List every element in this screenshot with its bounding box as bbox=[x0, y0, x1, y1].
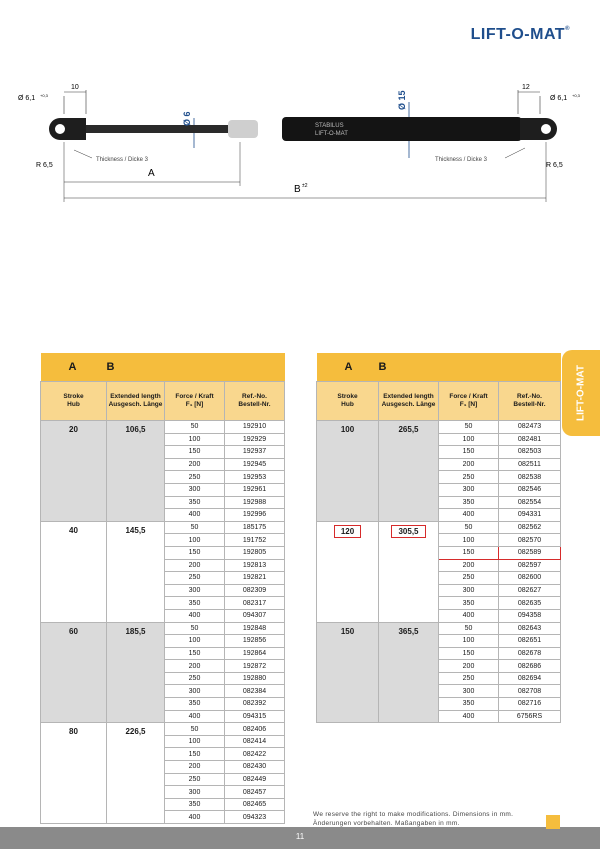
hole-right-label: Ø 6,1 bbox=[550, 95, 568, 102]
dim-right-label: 12 bbox=[522, 84, 530, 91]
force-cell: 250 bbox=[165, 773, 225, 786]
footer-accent-square bbox=[546, 815, 560, 829]
force-cell: 50 bbox=[439, 622, 499, 635]
force-cell: 400 bbox=[439, 509, 499, 522]
ref-no-cell: 082589 bbox=[499, 546, 561, 559]
rod-diameter-label: Ø 6 bbox=[182, 111, 192, 126]
hole-right-tol: +0,3 bbox=[572, 93, 580, 98]
rod-seal bbox=[228, 120, 258, 138]
extended-length-header: Extended length Ausgesch. Länge bbox=[107, 382, 165, 421]
disclaimer-de: Änderungen vorbehalten. Maßangaben in mm. bbox=[313, 820, 460, 827]
pressure-tube bbox=[282, 117, 522, 141]
force-cell: 100 bbox=[165, 735, 225, 748]
ref-no-header: Ref.-No. Bestell-Nr. bbox=[499, 382, 561, 421]
ref-no-cell: 192937 bbox=[225, 446, 285, 459]
thickness-right-label: Thickness / Dicke 3 bbox=[435, 157, 488, 163]
ref-no-cell: 082597 bbox=[499, 559, 561, 572]
dim-b-tol: ±2 bbox=[302, 183, 308, 189]
radius-left-label: R 6,5 bbox=[36, 162, 53, 169]
radius-right-label: R 6,5 bbox=[546, 162, 563, 169]
stroke-header: Stroke Hub bbox=[41, 382, 107, 421]
gas-spring-drawing bbox=[0, 70, 600, 220]
ref-no-cell: 082473 bbox=[499, 421, 561, 434]
col-a-header: A bbox=[317, 353, 379, 382]
table-head-cols bbox=[41, 382, 285, 421]
col-b-header: B bbox=[107, 353, 165, 382]
brand-logo bbox=[471, 26, 570, 44]
force-cell: 100 bbox=[165, 635, 225, 648]
leader-line bbox=[74, 150, 92, 158]
stroke-cell: 80 bbox=[41, 723, 107, 824]
force-cell: 250 bbox=[165, 672, 225, 685]
ref-no-cell: 082309 bbox=[225, 584, 285, 597]
hole-left-tol: +0,3 bbox=[40, 93, 48, 98]
hole-left-label: Ø 6,1 bbox=[18, 95, 36, 102]
col-a-header: A bbox=[41, 353, 107, 382]
right-hole bbox=[541, 124, 551, 134]
disclaimer bbox=[313, 810, 513, 828]
force-cell: 300 bbox=[439, 483, 499, 496]
force-cell: 300 bbox=[165, 483, 225, 496]
ref-no-cell: 082503 bbox=[499, 446, 561, 459]
length-cell: 305,5 bbox=[379, 521, 439, 622]
force-cell: 100 bbox=[439, 433, 499, 446]
ref-no-cell: 082554 bbox=[499, 496, 561, 509]
ref-no-header: Ref.-No. Bestell-Nr. bbox=[225, 382, 285, 421]
ref-no-cell: 192864 bbox=[225, 647, 285, 660]
side-tab-label: LIFT-O-MAT bbox=[575, 365, 587, 421]
force-cell: 250 bbox=[165, 471, 225, 484]
ref-no-cell: 082317 bbox=[225, 597, 285, 610]
ref-no-cell: 082481 bbox=[499, 433, 561, 446]
ref-no-cell: 082562 bbox=[499, 521, 561, 534]
force-cell: 400 bbox=[439, 609, 499, 622]
force-cell: 250 bbox=[439, 471, 499, 484]
force-cell: 400 bbox=[165, 710, 225, 723]
force-cell: 50 bbox=[165, 521, 225, 534]
disclaimer-en: We reserve the right to make modifications. Dimensions in mm. bbox=[313, 811, 514, 818]
force-cell: 300 bbox=[165, 584, 225, 597]
force-cell: 400 bbox=[165, 509, 225, 522]
force-cell: 50 bbox=[439, 521, 499, 534]
force-cell: 250 bbox=[439, 672, 499, 685]
force-cell: 150 bbox=[439, 647, 499, 660]
force-cell: 200 bbox=[165, 559, 225, 572]
length-cell: 145,5 bbox=[107, 521, 165, 622]
table-head-cols bbox=[317, 382, 561, 421]
force-cell: 250 bbox=[439, 572, 499, 585]
ref-no-cell: 082651 bbox=[499, 635, 561, 648]
length-cell: 185,5 bbox=[107, 622, 165, 723]
ref-no-cell: 192988 bbox=[225, 496, 285, 509]
table-row bbox=[41, 622, 285, 635]
ref-no-cell: 082465 bbox=[225, 798, 285, 811]
ref-no-cell: 082627 bbox=[499, 584, 561, 597]
ref-no-cell: 082570 bbox=[499, 534, 561, 547]
force-cell: 200 bbox=[165, 660, 225, 673]
force-cell: 350 bbox=[439, 597, 499, 610]
ref-no-cell: 082686 bbox=[499, 660, 561, 673]
table-row bbox=[41, 723, 285, 736]
force-cell: 150 bbox=[165, 546, 225, 559]
stroke-cell: 120 bbox=[317, 521, 379, 622]
ref-no-cell: 082406 bbox=[225, 723, 285, 736]
ref-no-cell: 185175 bbox=[225, 521, 285, 534]
force-cell: 100 bbox=[439, 534, 499, 547]
ref-no-cell: 082511 bbox=[499, 458, 561, 471]
force-header: Force / Kraft F₁ [N] bbox=[165, 382, 225, 421]
ref-no-cell: 192821 bbox=[225, 572, 285, 585]
length-cell: 365,5 bbox=[379, 622, 439, 723]
ref-no-cell: 192910 bbox=[225, 421, 285, 434]
ref-no-cell: 094358 bbox=[499, 609, 561, 622]
force-cell: 350 bbox=[165, 798, 225, 811]
force-cell: 400 bbox=[439, 710, 499, 723]
ref-no-cell: 094331 bbox=[499, 509, 561, 522]
force-cell: 50 bbox=[165, 723, 225, 736]
table-row bbox=[41, 421, 285, 434]
stroke-cell: 150 bbox=[317, 622, 379, 723]
force-cell: 150 bbox=[439, 446, 499, 459]
ref-no-cell: 192813 bbox=[225, 559, 285, 572]
force-cell: 300 bbox=[439, 584, 499, 597]
ref-no-cell: 082392 bbox=[225, 698, 285, 711]
force-cell: 350 bbox=[165, 597, 225, 610]
brand-text: LIFT-O-MAT bbox=[470, 26, 566, 43]
length-cell: 265,5 bbox=[379, 421, 439, 522]
force-cell: 150 bbox=[439, 546, 499, 559]
force-cell: 150 bbox=[165, 446, 225, 459]
ref-no-cell: 192996 bbox=[225, 509, 285, 522]
force-cell: 300 bbox=[165, 786, 225, 799]
ref-no-cell: 082716 bbox=[499, 698, 561, 711]
left-hole bbox=[55, 124, 65, 134]
stroke-cell: 100 bbox=[317, 421, 379, 522]
ref-no-cell: 192872 bbox=[225, 660, 285, 673]
ref-no-cell: 094307 bbox=[225, 609, 285, 622]
left-eyelet bbox=[49, 118, 86, 140]
force-cell: 300 bbox=[165, 685, 225, 698]
ref-no-cell: 192961 bbox=[225, 483, 285, 496]
dim-left-label: 10 bbox=[71, 84, 79, 91]
stroke-cell: 40 bbox=[41, 521, 107, 622]
force-cell: 200 bbox=[165, 761, 225, 774]
right-eyelet bbox=[520, 118, 557, 140]
ref-no-cell: 192848 bbox=[225, 622, 285, 635]
force-cell: 300 bbox=[439, 685, 499, 698]
dim-b-label: B bbox=[294, 184, 301, 195]
ref-no-cell: 6756RS bbox=[499, 710, 561, 723]
ref-no-cell: 192929 bbox=[225, 433, 285, 446]
force-cell: 250 bbox=[165, 572, 225, 585]
ref-no-cell: 094323 bbox=[225, 811, 285, 824]
piston-rod bbox=[86, 125, 241, 133]
force-cell: 50 bbox=[165, 421, 225, 434]
force-cell: 350 bbox=[439, 496, 499, 509]
table-row bbox=[317, 421, 561, 434]
table-row bbox=[317, 622, 561, 635]
force-cell: 400 bbox=[165, 609, 225, 622]
tube-label-1: STABILUS bbox=[315, 123, 344, 129]
tube-diameter-label: Ø 15 bbox=[397, 90, 407, 110]
ref-no-cell: 082384 bbox=[225, 685, 285, 698]
ref-no-cell: 082449 bbox=[225, 773, 285, 786]
ref-no-cell: 082414 bbox=[225, 735, 285, 748]
table-row bbox=[317, 521, 561, 534]
force-cell: 150 bbox=[165, 647, 225, 660]
ref-no-cell: 094315 bbox=[225, 710, 285, 723]
ref-no-cell: 082600 bbox=[499, 572, 561, 585]
brand-mark: ® bbox=[565, 26, 570, 32]
force-cell: 100 bbox=[165, 433, 225, 446]
force-cell: 200 bbox=[439, 660, 499, 673]
ref-no-cell: 191752 bbox=[225, 534, 285, 547]
thickness-left-label: Thickness / Dicke 3 bbox=[96, 157, 149, 163]
stroke-cell: 60 bbox=[41, 622, 107, 723]
ref-no-cell: 192856 bbox=[225, 635, 285, 648]
footer-bar bbox=[0, 827, 600, 849]
force-cell: 100 bbox=[165, 534, 225, 547]
left-spec-table bbox=[40, 353, 285, 824]
ref-no-cell: 082694 bbox=[499, 672, 561, 685]
length-cell: 106,5 bbox=[107, 421, 165, 522]
right-spec-table bbox=[316, 353, 561, 723]
page-number: 11 bbox=[295, 832, 305, 841]
ref-no-cell: 082546 bbox=[499, 483, 561, 496]
force-cell: 350 bbox=[165, 698, 225, 711]
ref-no-cell: 082430 bbox=[225, 761, 285, 774]
ref-no-cell: 082538 bbox=[499, 471, 561, 484]
ref-no-cell: 082678 bbox=[499, 647, 561, 660]
force-cell: 150 bbox=[165, 748, 225, 761]
stroke-header: Stroke Hub bbox=[317, 382, 379, 421]
stroke-cell: 20 bbox=[41, 421, 107, 522]
force-cell: 100 bbox=[439, 635, 499, 648]
force-cell: 50 bbox=[165, 622, 225, 635]
ref-no-cell: 192945 bbox=[225, 458, 285, 471]
force-cell: 200 bbox=[439, 559, 499, 572]
table-row bbox=[41, 521, 285, 534]
force-cell: 50 bbox=[439, 421, 499, 434]
tube-label-2: LIFT-O-MAT bbox=[315, 131, 348, 137]
length-cell: 226,5 bbox=[107, 723, 165, 824]
ref-no-cell: 082635 bbox=[499, 597, 561, 610]
ref-no-cell: 082643 bbox=[499, 622, 561, 635]
force-cell: 350 bbox=[439, 698, 499, 711]
col-b-header: B bbox=[379, 353, 439, 382]
table-head-ab bbox=[317, 353, 561, 382]
ref-no-cell: 082457 bbox=[225, 786, 285, 799]
leader-line bbox=[505, 148, 525, 158]
force-header: Force / Kraft F₁ [N] bbox=[439, 382, 499, 421]
ref-no-cell: 192805 bbox=[225, 546, 285, 559]
ref-no-cell: 082708 bbox=[499, 685, 561, 698]
ref-no-cell: 192880 bbox=[225, 672, 285, 685]
ref-no-cell: 192953 bbox=[225, 471, 285, 484]
force-cell: 200 bbox=[439, 458, 499, 471]
side-tab bbox=[562, 350, 600, 436]
force-cell: 200 bbox=[165, 458, 225, 471]
table-head-ab bbox=[41, 353, 285, 382]
force-cell: 400 bbox=[165, 811, 225, 824]
dim-a-label: A bbox=[148, 168, 155, 179]
extended-length-header: Extended length Ausgesch. Länge bbox=[379, 382, 439, 421]
force-cell: 350 bbox=[165, 496, 225, 509]
ref-no-cell: 082422 bbox=[225, 748, 285, 761]
